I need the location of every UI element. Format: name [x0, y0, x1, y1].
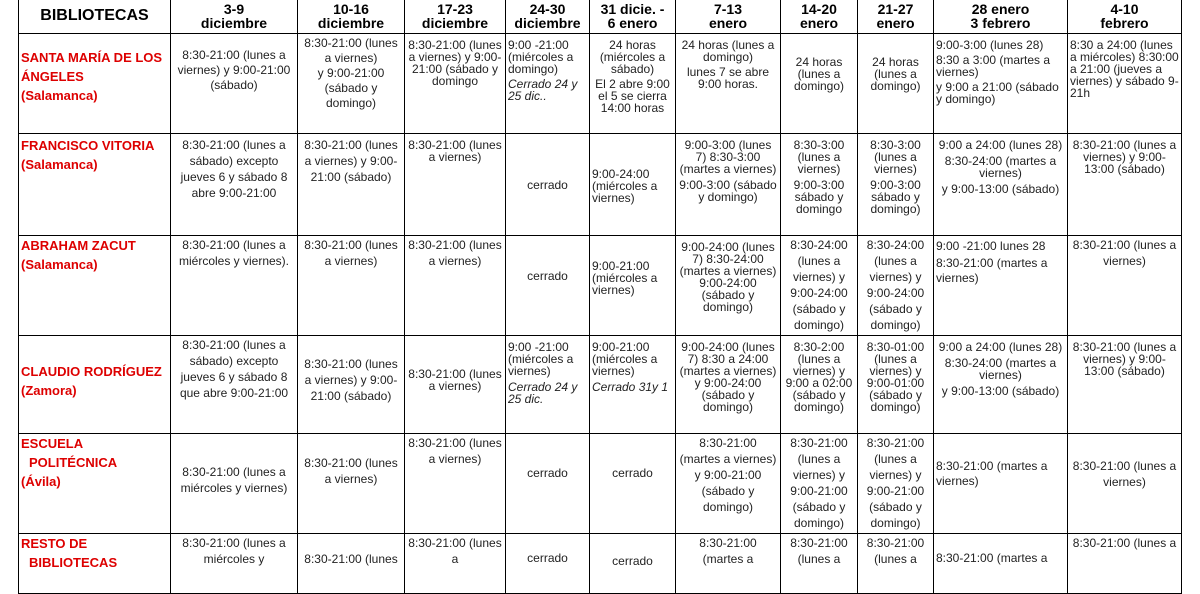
header-week-6: 7-13 enero — [676, 0, 781, 34]
table-cell: 8:30 a 24:00 (lunes a miércoles) 8:30:00 a 21:00 (jueves a viernes) y sábado 9-21h — [1068, 34, 1182, 134]
table-cell: 8:30-21:00 (lunes a — [781, 534, 858, 594]
table-row — [19, 134, 1182, 236]
table-cell: 9:00-24:00 (lunes 7) 8:30-24:00 (martes a viernes) 9:00-24:00 (sábado y domingo) — [676, 236, 781, 336]
table-cell: 8:30-3:00 (lunes a viernes) 9:00-3:00 sábado y domingo — [781, 134, 858, 236]
table-cell: cerrado — [506, 534, 590, 594]
table-cell: 8:30-21:00 (lunes a viernes) — [298, 236, 405, 336]
table-cell: 8:30-21:00 (lunes a miércoles y — [171, 534, 298, 594]
header-bibliotecas: BIBLIOTECAS — [19, 0, 171, 34]
table-cell: 8:30-21:00 (lunes a viernes) y 9:00-13:00 (sábado) — [1068, 336, 1182, 434]
header-week-10: 4-10 febrero — [1068, 0, 1182, 34]
table-cell: 8:30-2:00 (lunes a viernes) y 9:00 a 02:00 (sábado y domingo) — [781, 336, 858, 434]
table-cell: cerrado — [506, 134, 590, 236]
table-cell: 8:30-21:00 (lunes a viernes) — [298, 434, 405, 534]
table-cell: 8:30-21:00 (lunes a viernes) — [405, 434, 506, 534]
table-cell: 8:30-21:00 (lunes a miércoles y viernes). — [171, 236, 298, 336]
header-week-9: 28 enero 3 febrero — [934, 0, 1068, 34]
table-cell: 8:30-21:00 (lunes a miércoles y viernes) — [171, 434, 298, 534]
table-cell: 8:30-21:00 (lunes a viernes) — [405, 236, 506, 336]
table-cell: 8:30-21:00 (lunes a viernes) y 9:00-13:00 (sábado) — [1068, 134, 1182, 236]
table-cell: 8:30-21:00 (martes a — [934, 534, 1068, 594]
table-cell: 9:00-3:00 (lunes 7) 8:30-3:00 (martes a viernes) 9:00-3:00 (sábado y domingo) — [676, 134, 781, 236]
table-row — [19, 236, 1182, 336]
table-row — [19, 534, 1182, 594]
table-cell: cerrado — [590, 534, 676, 594]
table-cell: 8:30-21:00 (martes a viernes) y 9:00-21:00 (sábado y domingo) — [676, 434, 781, 534]
table-row — [19, 34, 1182, 134]
header-week-1: 3-9 diciembre — [171, 0, 298, 34]
table-cell: 9:00 -21:00 lunes 28 8:30-21:00 (martes a viernes) — [934, 236, 1068, 336]
table-cell: 8:30-21:00 (lunes a — [858, 534, 934, 594]
table-cell: 8:30-21:00 (lunes a viernes) — [405, 134, 506, 236]
table-cell: 24 horas (lunes a domingo) lunes 7 se abre 9:00 horas. — [676, 34, 781, 134]
header-week-8: 21-27 enero — [858, 0, 934, 34]
library-abraham-zacut: ABRAHAM ZACUT (Salamanca) — [19, 236, 171, 336]
table-cell: 9:00-3:00 (lunes 28) 8:30 a 3:00 (martes a viernes) y 9:00 a 21:00 (sábado y domingo) — [934, 34, 1068, 134]
table-cell: 8:30-21:00 (lunes a viernes) y 9:00-21:00 (sábado) — [171, 34, 298, 134]
header-row — [19, 0, 1182, 34]
table-cell: 8:30-21:00 (lunes a viernes) y 9:00-21:00 (sábado y domingo) — [298, 34, 405, 134]
table-cell: 8:30-21:00 (martes a viernes) — [934, 434, 1068, 534]
table-cell: 9:00-24:00 (miércoles a viernes) — [590, 134, 676, 236]
table-cell: 8:30-21:00 (lunes a viernes) — [405, 336, 506, 434]
table-cell: cerrado — [590, 434, 676, 534]
header-week-5: 31 dicie. - 6 enero — [590, 0, 676, 34]
table-cell: 8:30-01:00 (lunes a viernes) y 9:00-01:00 (sábado y domingo) — [858, 336, 934, 434]
table-cell: 9:00 a 24:00 (lunes 28) 8:30-24:00 (martes a viernes) y 9:00-13:00 (sábado) — [934, 336, 1068, 434]
table-cell: 8:30-24:00 (lunes a viernes) y 9:00-24:00 (sábado y domingo) — [858, 236, 934, 336]
table-cell: 9:00 -21:00 (miércoles a domingo) Cerrado 24 y 25 dic.. — [506, 34, 590, 134]
header-week-4: 24-30 diciembre — [506, 0, 590, 34]
table-cell: 9:00-21:00 (miércoles a viernes) — [590, 236, 676, 336]
table-cell: 8:30-21:00 (martes a — [676, 534, 781, 594]
schedule-table — [18, 0, 1182, 594]
table-cell: 8:30-3:00 (lunes a viernes) 9:00-3:00 sábado y domingo) — [858, 134, 934, 236]
library-claudio-rodriguez: CLAUDIO RODRÍGUEZ (Zamora) — [19, 336, 171, 434]
table-row — [19, 434, 1182, 534]
table-row — [19, 336, 1182, 434]
table-cell: 9:00-21:00 (miércoles a viernes) Cerrado 31y 1 — [590, 336, 676, 434]
table-cell: 8:30-21:00 (lunes a viernes) y 9:00-21:00 (sábado) — [298, 336, 405, 434]
table-cell: 9:00 -21:00 (miércoles a viernes) Cerrado 24 y 25 dic. — [506, 336, 590, 434]
table-cell: 24 horas (lunes a domingo) — [858, 34, 934, 134]
header-week-2: 10-16 diciembre — [298, 0, 405, 34]
table-cell: 8:30-21:00 (lunes a viernes) y 9:00-21:00 (sábado y domingo) — [781, 434, 858, 534]
table-cell: 8:30-21:00 (lunes a viernes) — [1068, 434, 1182, 534]
table-cell: 8:30-21:00 (lunes a sábado) excepto jueves 6 y sábado 8 que abre 9:00-21:00 — [171, 336, 298, 434]
library-resto: RESTO DE BIBLIOTECAS — [19, 534, 171, 594]
table-cell: 8:30-21:00 (lunes a viernes) — [1068, 236, 1182, 336]
table-cell: 8:30-21:00 (lunes a — [1068, 534, 1182, 594]
table-cell: 9:00-24:00 (lunes 7) 8:30 a 24:00 (martes a viernes) y 9:00-24:00 (sábado y domingo) — [676, 336, 781, 434]
table-cell: 8:30-21:00 (lunes a viernes) y 9:00-21:00 (sábado y domingo — [405, 34, 506, 134]
header-week-7: 14-20 enero — [781, 0, 858, 34]
table-cell: 8:30-21:00 (lunes a — [405, 534, 506, 594]
table-cell: 8:30-21:00 (lunes a viernes) y 9:00-21:00 (sábado y domingo) — [858, 434, 934, 534]
table-cell: 8:30-21:00 (lunes a viernes) y 9:00-21:00 (sábado) — [298, 134, 405, 236]
library-santa-maria: SANTA MARÍA DE LOS ÁNGELES (Salamanca) — [19, 34, 171, 134]
table-cell: 9:00 a 24:00 (lunes 28) 8:30-24:00 (martes a viernes) y 9:00-13:00 (sábado) — [934, 134, 1068, 236]
table-cell: 24 horas (miércoles a sábado) El 2 abre 9:00 el 5 se cierra 14:00 horas — [590, 34, 676, 134]
table-cell: 8:30-24:00 (lunes a viernes) y 9:00-24:00 (sábado y domingo) — [781, 236, 858, 336]
header-week-3: 17-23 diciembre — [405, 0, 506, 34]
table-cell: 24 horas (lunes a domingo) — [781, 34, 858, 134]
table-cell: 8:30-21:00 (lunes — [298, 534, 405, 594]
table-cell: 8:30-21:00 (lunes a sábado) excepto jueves 6 y sábado 8 abre 9:00-21:00 — [171, 134, 298, 236]
library-francisco-vitoria: FRANCISCO VITORIA (Salamanca) — [19, 134, 171, 236]
table-cell: cerrado — [506, 236, 590, 336]
library-escuela-politecnica: ESCUELA POLITÉCNICA (Ávila) — [19, 434, 171, 534]
table-cell: cerrado — [506, 434, 590, 534]
